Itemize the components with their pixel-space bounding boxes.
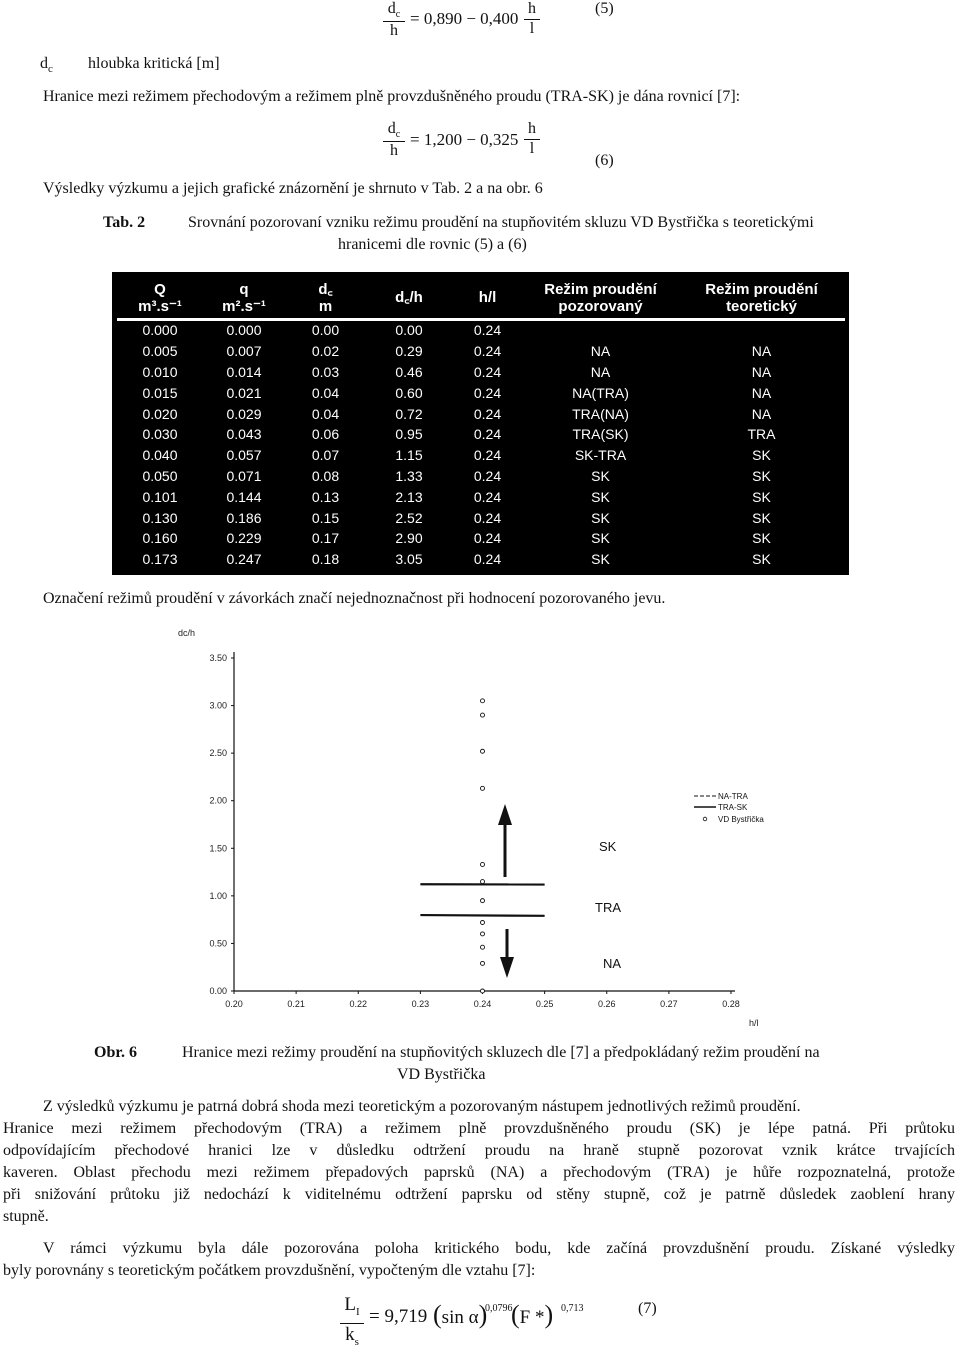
eq7-number: (7) <box>638 1300 657 1318</box>
table-cell: SK <box>523 549 679 570</box>
table-cell: NA <box>523 341 679 362</box>
legend-label-tra-sk: TRA-SK <box>718 803 748 812</box>
chart-legend <box>694 792 764 824</box>
eq5-number: (5) <box>595 0 614 18</box>
table-cell: 0.95 <box>366 424 453 445</box>
table-cell: 0.050 <box>118 466 203 487</box>
table-cell: 0.17 <box>286 528 366 549</box>
annotation-sk: SK <box>599 839 617 854</box>
x-tick-label: 0.25 <box>536 999 554 1009</box>
paragraph-tra-sk-intro: Hranice mezi režimem přechodovým a režimem plně provzdušněného proudu (TRA-SK) je dána rovnicí [7]: <box>43 88 740 106</box>
table-cell: NA <box>523 362 679 383</box>
table-cell: 0.24 <box>453 528 523 549</box>
eq5-lhs-numerator: d <box>388 0 396 17</box>
data-point <box>481 945 485 949</box>
table-cell: 0.160 <box>118 528 203 549</box>
eq5-rhs-fraction <box>524 0 540 38</box>
x-tick-label: 0.24 <box>474 999 492 1009</box>
eq5-lhs-denominator: h <box>383 22 405 40</box>
discussion-line-5: při snižování průtoku již nedochází k viditelnému odtržení paprsku od stěny stupně, což je patrně důsledek zaoblení hrany <box>3 1184 955 1206</box>
paragraph-table-note: Označení režimů proudění v závorkách značí nejednoznačnost při hodnocení pozorovaného jevu. <box>43 590 665 608</box>
table-row <box>118 528 845 549</box>
table-header-2-bottom: m <box>286 298 365 315</box>
table-cell: 0.247 <box>203 549 286 570</box>
x-tick-label: 0.28 <box>722 999 740 1009</box>
table-cell: TRA <box>679 424 845 445</box>
eq7-exponent-2: 0,713 <box>561 1303 584 1314</box>
x-tick-label: 0.20 <box>225 999 243 1009</box>
table-header-2-top: d꜀ <box>286 281 365 298</box>
data-point <box>481 749 485 753</box>
table-caption-line2: hranicemi dle rovnic (5) a (6) <box>338 236 527 254</box>
y-tick-label: 0.50 <box>209 938 227 948</box>
table-header-0-top: Q <box>118 281 202 298</box>
eq7-lhs-numerator-sub: I <box>356 1306 360 1318</box>
chart-x-ticks <box>225 991 740 1009</box>
eq7-sin-text: sin α <box>442 1307 479 1328</box>
table-cell: 0.130 <box>118 508 203 529</box>
legend-label-bystricka: VD Bystřička <box>718 815 764 824</box>
table-cell: SK-TRA <box>523 445 679 466</box>
table-cell: 0.00 <box>286 320 366 342</box>
eq5-rhs-numerator: h <box>524 0 540 18</box>
table-cell: 0.071 <box>203 466 286 487</box>
table-cell: TRA(NA) <box>523 404 679 425</box>
table-cell <box>679 320 845 342</box>
table-cell: SK <box>679 528 845 549</box>
table-cell: 0.29 <box>366 341 453 362</box>
discussion-line-4: kaveren. Oblast přechodu mezi režimem přepadových paprsků (NA) a přechodovým (TRA) je hůře rozpoznatelná, protože <box>3 1162 955 1184</box>
table-header-0 <box>118 277 203 320</box>
arrow-up-icon <box>498 804 512 877</box>
table-header-5 <box>523 277 679 320</box>
eq6-number: (6) <box>595 152 614 170</box>
critical-point-line-2: byly porovnány s teoretickým počátkem provzdušnění, vypočteným dle vztahu [7]: <box>3 1260 955 1282</box>
eq6-lhs-numerator: d <box>388 120 396 137</box>
data-point <box>481 899 485 903</box>
table-cell: 0.04 <box>286 404 366 425</box>
table-cell: SK <box>523 487 679 508</box>
table-cell: SK <box>523 508 679 529</box>
eq7-f-text: F * <box>520 1307 545 1328</box>
y-tick-label: 1.00 <box>209 891 227 901</box>
table-header-3 <box>366 277 453 320</box>
table-cell: 0.24 <box>453 362 523 383</box>
table-row <box>118 549 845 570</box>
figure-caption-line2: VD Bystřička <box>397 1066 485 1084</box>
table-cell: 0.24 <box>453 487 523 508</box>
table-row <box>118 487 845 508</box>
table-cell: 0.030 <box>118 424 203 445</box>
eq7-exponent-1: 0,0796 <box>485 1303 513 1314</box>
table-caption-line1: Srovnání pozorovaní vzniku režimu proudění na stupňovitém skluzu VD Bystřička s teoretickými <box>188 214 814 232</box>
regime-chart <box>0 622 960 1042</box>
x-tick-label: 0.22 <box>349 999 367 1009</box>
table-cell: 0.72 <box>366 404 453 425</box>
table-header-6-top: Režim proudění <box>679 281 844 298</box>
data-point <box>481 989 485 993</box>
table-cell: 0.24 <box>453 383 523 404</box>
table-cell: 0.014 <box>203 362 286 383</box>
y-tick-label: 3.50 <box>209 653 227 663</box>
eq7-sin-group: (sin α) <box>433 1300 487 1333</box>
table-cell: 0.24 <box>453 445 523 466</box>
table-cell: NA(TRA) <box>523 383 679 404</box>
table-cell: 0.24 <box>453 549 523 570</box>
table-header-1-top: q <box>203 281 285 298</box>
eq6-rhs-numerator: h <box>524 120 540 138</box>
discussion-line-2: Hranice mezi režimem přechodovým (TRA) a režimem plně provzdušněného proudu (SK) je lépe patná. Při průtoku <box>3 1118 955 1140</box>
boundary-line-na-tra <box>420 915 544 916</box>
table-row <box>118 424 845 445</box>
table-cell: 0.46 <box>366 362 453 383</box>
critical-point-line-1: V rámci výzkumu byla dále pozorována poloha kritického bodu, kde začíná provzdušnění proudu. Získané výsledky <box>3 1238 955 1260</box>
table-cell: 0.08 <box>286 466 366 487</box>
table-cell: 0.010 <box>118 362 203 383</box>
table-header-row <box>118 277 845 320</box>
y-tick-label: 2.50 <box>209 748 227 758</box>
eq7-f-group: (F *) <box>511 1300 553 1333</box>
eq6-rhs-denominator: l <box>524 140 540 158</box>
x-tick-label: 0.23 <box>412 999 430 1009</box>
table-header-3-top: d꜀/h <box>366 289 452 306</box>
definition-symbol: d <box>40 55 48 72</box>
table-row <box>118 466 845 487</box>
eq6-lhs-denominator: h <box>383 142 405 160</box>
table-cell: 0.000 <box>118 320 203 342</box>
chart-y-label: dc/h <box>178 628 195 638</box>
table-row <box>118 404 845 425</box>
table-row <box>118 320 845 342</box>
table-cell: 0.18 <box>286 549 366 570</box>
eq5-rhs-text: = 0,890 − 0,400 <box>410 9 518 29</box>
eq7-lhs-numerator: L <box>344 1294 356 1315</box>
table-header-6 <box>679 277 845 320</box>
eq7-lhs-fraction <box>340 1294 364 1353</box>
table-cell: 0.24 <box>453 404 523 425</box>
table-cell: 0.173 <box>118 549 203 570</box>
table-cell <box>523 320 679 342</box>
table-row <box>118 362 845 383</box>
table-cell: SK <box>679 508 845 529</box>
legend-swatch-bystricka <box>703 817 707 821</box>
eq6-lhs-numerator-sub: c <box>396 129 400 140</box>
definition-dc <box>40 55 53 75</box>
arrow-down-icon <box>500 929 514 978</box>
eq6-rhs-text: = 1,200 − 0,325 <box>410 130 518 150</box>
table-cell: 0.13 <box>286 487 366 508</box>
annotation-na: NA <box>603 956 621 971</box>
eq5-lhs-fraction <box>383 0 405 40</box>
eq7-lhs-denominator: k <box>345 1324 355 1345</box>
table-cell: 0.015 <box>118 383 203 404</box>
table-row <box>118 508 845 529</box>
table-cell: SK <box>679 466 845 487</box>
table-cell: 0.07 <box>286 445 366 466</box>
table-header-0-bottom: m³.s⁻¹ <box>118 298 202 315</box>
table-cell: 0.24 <box>453 320 523 342</box>
table-header-4-top: h/l <box>453 289 522 306</box>
definition-text: hloubka kritická [m] <box>88 55 220 73</box>
paragraph-results-intro: Výsledky výzkumu a jejich grafické znázornění je shrnuto v Tab. 2 a na obr. 6 <box>43 180 543 198</box>
table-cell: SK <box>523 466 679 487</box>
paragraph-discussion <box>3 1096 955 1228</box>
table-row <box>118 341 845 362</box>
discussion-line-1: Z výsledků výzkumu je patrná dobrá shoda mezi teoretickým a pozorovaným nástupem jednotlivých režimů proudění. <box>3 1096 955 1118</box>
table-cell: 0.24 <box>453 341 523 362</box>
eq6-rhs-fraction <box>524 120 540 158</box>
discussion-line-3: odpovídajícím přechodové hranici lze v důsledku odtržení proudu na hraně stupně pozorovat vznik krátce trvajících <box>3 1140 955 1162</box>
table-cell: 1.15 <box>366 445 453 466</box>
table-cell: 0.04 <box>286 383 366 404</box>
table-cell: 0.60 <box>366 383 453 404</box>
x-tick-label: 0.27 <box>660 999 678 1009</box>
table-cell: 0.057 <box>203 445 286 466</box>
table-cell: 0.144 <box>203 487 286 508</box>
table-cell: 0.043 <box>203 424 286 445</box>
table-cell: 0.00 <box>366 320 453 342</box>
results-table <box>112 272 849 575</box>
table-cell: 2.52 <box>366 508 453 529</box>
eq7-lhs-denominator-sub: s <box>355 1336 359 1348</box>
y-tick-label: 0.00 <box>209 986 227 996</box>
table-cell: 2.13 <box>366 487 453 508</box>
table-cell: 0.029 <box>203 404 286 425</box>
table-body <box>118 320 845 571</box>
data-point <box>481 920 485 924</box>
table-cell: 0.15 <box>286 508 366 529</box>
table-header-1-bottom: m².s⁻¹ <box>203 298 285 315</box>
table-cell: 0.229 <box>203 528 286 549</box>
table-cell: 0.020 <box>118 404 203 425</box>
chart-points <box>481 699 485 993</box>
table-cell: 0.005 <box>118 341 203 362</box>
y-tick-label: 2.00 <box>209 796 227 806</box>
eq6-lhs-fraction <box>383 120 405 160</box>
definition-symbol-sub: c <box>48 63 53 75</box>
table-cell: 0.186 <box>203 508 286 529</box>
table-cell: SK <box>679 445 845 466</box>
table-cell: TRA(SK) <box>523 424 679 445</box>
table-cell: 0.021 <box>203 383 286 404</box>
data-point <box>481 880 485 884</box>
eq5-rhs-denominator: l <box>524 20 540 38</box>
figure-caption-line1: Hranice mezi režimy proudění na stupňovitých skluzech dle [7] a předpokládaný režim proudění na <box>182 1044 820 1062</box>
table-cell: 0.02 <box>286 341 366 362</box>
table-cell: 0.03 <box>286 362 366 383</box>
table-row <box>118 445 845 466</box>
legend-label-na-tra: NA-TRA <box>718 792 748 801</box>
data-point <box>481 932 485 936</box>
table-header-1 <box>203 277 286 320</box>
table-cell: NA <box>679 362 845 383</box>
table-cell: 0.24 <box>453 424 523 445</box>
table-cell: 1.33 <box>366 466 453 487</box>
results-table-grid <box>117 276 845 571</box>
table-header-2 <box>286 277 366 320</box>
table-cell: 0.06 <box>286 424 366 445</box>
table-cell: 0.007 <box>203 341 286 362</box>
annotation-tra: TRA <box>595 900 621 915</box>
chart-y-ticks <box>209 653 234 996</box>
table-cell: 0.000 <box>203 320 286 342</box>
table-cell: 0.101 <box>118 487 203 508</box>
paragraph-critical-point <box>3 1238 955 1282</box>
table-caption-label: Tab. 2 <box>103 214 145 232</box>
chart-x-label: h/l <box>749 1018 759 1028</box>
discussion-line-6: stupně. <box>3 1206 955 1228</box>
x-tick-label: 0.26 <box>598 999 616 1009</box>
table-cell: SK <box>679 549 845 570</box>
table-header-6-bottom: teoretický <box>679 298 844 315</box>
data-point <box>481 961 485 965</box>
y-tick-label: 3.00 <box>209 701 227 711</box>
table-row <box>118 383 845 404</box>
data-point <box>481 862 485 866</box>
x-tick-label: 0.21 <box>287 999 305 1009</box>
table-cell: 0.24 <box>453 508 523 529</box>
table-cell: 2.90 <box>366 528 453 549</box>
y-tick-label: 1.50 <box>209 843 227 853</box>
table-header-5-top: Režim proudění <box>523 281 678 298</box>
figure-caption-label: Obr. 6 <box>94 1044 137 1062</box>
table-header-4 <box>453 277 523 320</box>
table-header-5-bottom: pozorovaný <box>523 298 678 315</box>
eq5-lhs-numerator-sub: c <box>396 9 400 20</box>
table-cell: 0.24 <box>453 466 523 487</box>
table-cell: NA <box>679 341 845 362</box>
table-cell: NA <box>679 383 845 404</box>
table-cell: 3.05 <box>366 549 453 570</box>
eq7-rhs-coefficient: = 9,719 <box>369 1306 427 1328</box>
data-point <box>481 699 485 703</box>
table-cell: 0.040 <box>118 445 203 466</box>
table-cell: SK <box>679 487 845 508</box>
data-point <box>481 786 485 790</box>
table-cell: NA <box>679 404 845 425</box>
data-point <box>481 713 485 717</box>
table-cell: SK <box>523 528 679 549</box>
